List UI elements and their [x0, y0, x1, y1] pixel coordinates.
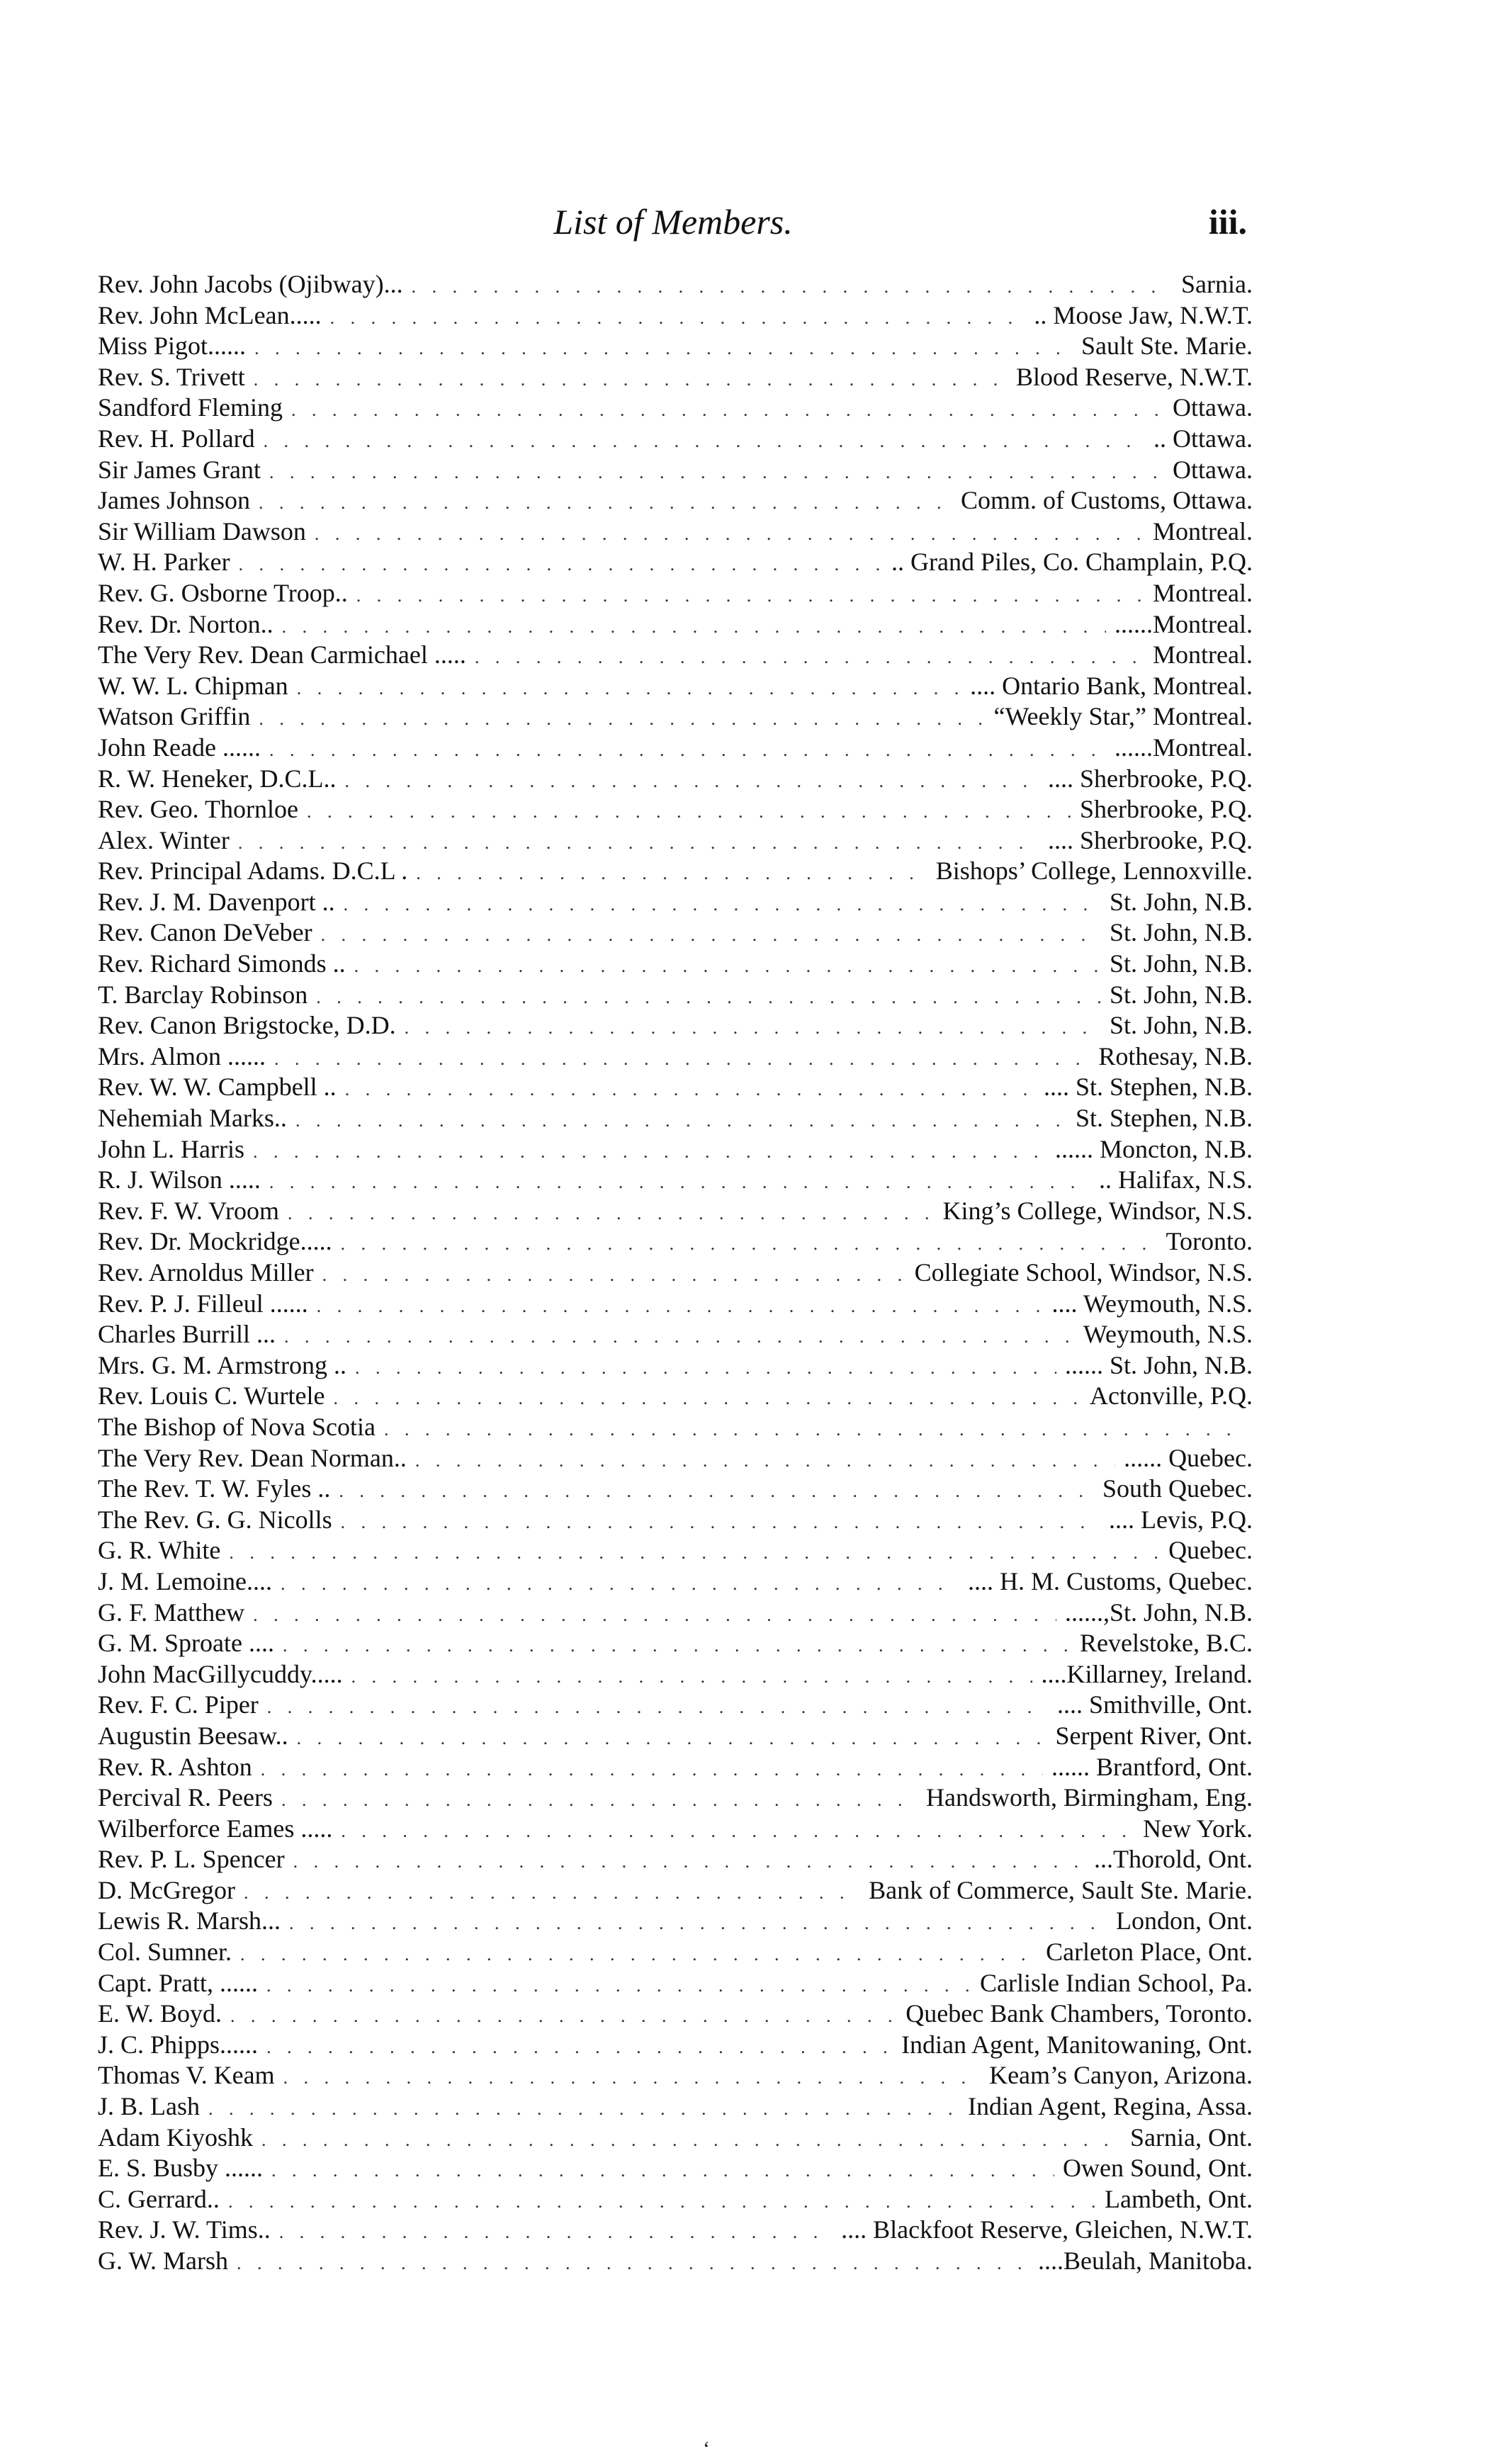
member-name: Rev. F. W. Vroom	[98, 1196, 279, 1225]
member-row	[98, 764, 1253, 795]
members-list	[98, 269, 1253, 2277]
member-place: Keam’s Canyon, Arizona.	[989, 2061, 1253, 2090]
member-name: Lewis R. Marsh...	[98, 1906, 281, 1935]
dot-leader	[344, 889, 1101, 920]
member-row	[98, 794, 1253, 825]
member-name: Mrs. G. M. Armstrong ..	[98, 1350, 347, 1379]
member-row	[98, 1258, 1253, 1289]
member-row	[98, 1628, 1253, 1659]
dot-leader	[307, 796, 1071, 827]
member-row	[98, 516, 1253, 548]
member-row	[98, 1289, 1253, 1320]
member-place: Montreal.	[1153, 640, 1253, 669]
member-row	[98, 1412, 1253, 1443]
member-place: ......Montreal.	[1115, 609, 1253, 638]
member-name: Rev. J. M. Davenport ..	[98, 887, 335, 916]
member-row	[98, 2153, 1253, 2184]
member-name: Rev. J. W. Tims..	[98, 2215, 271, 2244]
member-place: Serpent River, Ont.	[1055, 1721, 1253, 1750]
member-place: Bank of Commerce, Sault Ste. Marie.	[869, 1875, 1253, 1904]
member-name: Rev. Canon DeVeber	[98, 918, 312, 947]
member-place: .... St. Stephen, N.B.	[1043, 1073, 1253, 1102]
member-row	[98, 1535, 1253, 1566]
member-place: St. John, N.B.	[1109, 887, 1253, 916]
member-place: .. Ottawa.	[1153, 424, 1253, 453]
dot-leader	[321, 920, 1101, 951]
member-name: R. W. Heneker, D.C.L..	[98, 764, 337, 793]
member-row	[98, 1566, 1253, 1598]
dot-leader	[267, 1692, 1049, 1723]
member-place: ...... Quebec.	[1124, 1443, 1253, 1472]
member-place: Ottawa.	[1173, 455, 1253, 484]
member-name: Percival R. Peers	[98, 1783, 273, 1812]
dot-leader	[238, 827, 1039, 859]
printer-mark: ‘	[703, 2437, 710, 2460]
member-name: Rev. W. W. Campbell ..	[98, 1073, 337, 1102]
member-place: Owen Sound, Ont.	[1063, 2154, 1253, 2183]
member-name: Rev. R. Ashton	[98, 1752, 252, 1781]
member-place: .... Sherbrooke, P.Q.	[1048, 764, 1253, 793]
member-name: T. Barclay Robinson	[98, 980, 308, 1009]
member-place: Quebec.	[1168, 1536, 1253, 1565]
member-row	[98, 1782, 1253, 1814]
member-row	[98, 917, 1253, 949]
member-name: Rev. Dr. Mockridge.....	[98, 1227, 332, 1256]
member-place: King’s College, Windsor, N.S.	[942, 1196, 1253, 1225]
member-name: G. W. Marsh	[98, 2247, 229, 2275]
dot-leader	[330, 303, 1026, 334]
member-row	[98, 1659, 1253, 1690]
member-row	[98, 1072, 1253, 1103]
dot-leader	[266, 2032, 893, 2063]
dot-leader	[253, 1600, 1056, 1631]
member-row	[98, 1103, 1253, 1134]
member-name: Sir William Dawson	[98, 516, 306, 546]
dot-leader	[289, 1908, 1107, 1939]
dot-leader	[297, 673, 961, 704]
member-row	[98, 1721, 1253, 1752]
dot-leader	[269, 1167, 1090, 1198]
member-row	[98, 1319, 1253, 1350]
member-name: Rev. John Jacobs (Ojibway)...	[98, 270, 403, 298]
member-row	[98, 671, 1253, 702]
member-row	[98, 1505, 1253, 1536]
member-name: The Rev. T. W. Fyles ..	[98, 1474, 331, 1503]
member-name: Nehemiah Marks..	[98, 1104, 287, 1133]
member-row	[98, 825, 1253, 857]
member-place: Handsworth, Birmingham, Eng.	[926, 1783, 1253, 1812]
member-name: The Very Rev. Dean Norman..	[98, 1443, 407, 1472]
member-row	[98, 1196, 1253, 1227]
member-place: St. John, N.B.	[1109, 980, 1253, 1009]
member-name: Rev. F. C. Piper	[98, 1690, 259, 1719]
member-name: E. W. Boyd.	[98, 1999, 222, 2028]
member-place: Revelstoke, B.C.	[1080, 1629, 1253, 1658]
member-place: St. Stephen, N.B.	[1075, 1104, 1253, 1133]
member-name: John Reade ......	[98, 733, 261, 762]
member-place: ...... St. John, N.B.	[1064, 1350, 1253, 1379]
member-name: James Johnson	[98, 486, 250, 515]
dot-leader	[293, 1846, 1085, 1877]
dot-leader	[284, 1321, 1075, 1352]
member-place: Sherbrooke, P.Q.	[1080, 795, 1253, 824]
dot-leader	[341, 1507, 1100, 1538]
dot-leader	[259, 703, 985, 735]
dot-leader	[274, 1044, 1090, 1075]
member-row	[98, 2060, 1253, 2091]
dot-leader	[254, 333, 1073, 364]
member-row	[98, 1937, 1253, 1968]
member-place: ......Montreal.	[1115, 733, 1253, 762]
member-place: .. Halifax, N.S.	[1099, 1165, 1253, 1194]
member-row	[98, 887, 1253, 918]
member-row	[98, 1474, 1253, 1505]
member-name: John L. Harris	[98, 1134, 244, 1163]
member-row	[98, 269, 1253, 300]
member-row	[98, 1443, 1253, 1474]
member-row	[98, 1350, 1253, 1381]
member-name: Wilberforce Eames .....	[98, 1814, 333, 1843]
member-name: Charles Burrill ...	[98, 1320, 276, 1349]
member-place: ....Killarney, Ireland.	[1041, 1659, 1253, 1688]
dot-leader	[295, 1105, 1067, 1136]
member-row	[98, 455, 1253, 486]
dot-leader	[288, 1198, 935, 1229]
page-number: iii.	[1208, 202, 1247, 242]
member-name: W. W. L. Chipman	[98, 671, 288, 700]
dot-leader	[351, 1661, 1033, 1692]
member-name: E. S. Busby ......	[98, 2154, 264, 2183]
member-row	[98, 1226, 1253, 1258]
member-name: W. H. Parker	[98, 548, 230, 577]
member-place: St. John, N.B.	[1109, 949, 1253, 978]
member-row	[98, 1165, 1253, 1196]
member-place: Montreal.	[1153, 516, 1253, 546]
member-place: Toronto.	[1166, 1227, 1253, 1256]
dot-leader	[475, 642, 1144, 673]
dot-leader	[416, 858, 927, 889]
dot-leader	[254, 364, 1008, 395]
member-row	[98, 2184, 1253, 2215]
member-row	[98, 1598, 1253, 1629]
member-row	[98, 2030, 1253, 2061]
member-place: ...... Moncton, N.B.	[1055, 1134, 1253, 1163]
page-title: List of Members.	[553, 202, 793, 242]
dot-leader	[259, 487, 952, 519]
dot-leader	[356, 580, 1144, 611]
dot-leader	[412, 271, 1173, 303]
member-place: “Weekly Star,” Montreal.	[993, 702, 1253, 731]
member-name: Rev. Canon Brigstocke, D.D.	[98, 1011, 396, 1040]
member-name: Watson Griffin	[98, 702, 251, 731]
dot-leader	[269, 735, 1106, 766]
member-row	[98, 609, 1253, 640]
dot-leader	[339, 1476, 1094, 1507]
member-place: Bishops’ College, Lennoxville.	[935, 857, 1253, 886]
member-place: Collegiate School, Windsor, N.S.	[914, 1258, 1253, 1287]
member-name: Alex. Winter	[98, 825, 230, 854]
member-name: Rev. H. Pollard	[98, 424, 255, 453]
member-name: R. J. Wilson .....	[98, 1165, 261, 1194]
member-name: Rev. John McLean.....	[98, 300, 322, 329]
member-place: .... Sherbrooke, P.Q.	[1048, 825, 1253, 854]
member-place: St. John, N.B.	[1109, 918, 1253, 947]
member-name: Rev. P. J. Filleul ......	[98, 1289, 308, 1318]
member-row	[98, 1690, 1253, 1721]
dot-leader	[237, 2248, 1029, 2279]
member-name: Rev. Dr. Norton..	[98, 609, 273, 638]
dot-leader	[405, 1012, 1101, 1044]
dot-leader	[345, 1074, 1035, 1105]
member-place: .... Levis, P.Q.	[1108, 1505, 1253, 1534]
member-place: Actonville, P.Q.	[1090, 1381, 1253, 1411]
member-place: .... Weymouth, N.S.	[1051, 1289, 1253, 1318]
member-place: Sault Ste. Marie.	[1081, 332, 1253, 361]
dot-leader	[282, 611, 1106, 643]
dot-leader	[228, 2186, 1096, 2217]
member-name: Mrs. Almon ......	[98, 1041, 266, 1070]
member-row	[98, 1999, 1253, 2030]
dot-leader	[415, 1445, 1115, 1476]
member-name: G. F. Matthew	[98, 1598, 245, 1627]
member-name: Sir James Grant	[98, 455, 261, 484]
member-place: South Quebec.	[1102, 1474, 1253, 1503]
member-row	[98, 485, 1253, 516]
member-name: Adam Kiyoshk	[98, 2123, 253, 2152]
dot-leader	[240, 1939, 1037, 1970]
member-name: Rev. Principal Adams. D.C.L .	[98, 857, 408, 886]
member-row	[98, 733, 1253, 764]
dot-leader	[279, 2217, 833, 2248]
member-row	[98, 1752, 1253, 1783]
member-row	[98, 1906, 1253, 1937]
member-name: Capt. Pratt, ......	[98, 1968, 258, 1997]
dot-leader	[230, 2001, 897, 2032]
member-place: Indian Agent, Manitowaning, Ont.	[901, 2030, 1253, 2059]
member-name: Col. Sumner.	[98, 1938, 232, 1967]
member-place: Sarnia, Ont.	[1130, 2123, 1253, 2152]
member-row	[98, 1041, 1253, 1073]
member-place: New York.	[1142, 1814, 1253, 1843]
dot-leader	[266, 1970, 971, 2001]
dot-leader	[281, 1785, 918, 1816]
member-name: Rev. P. L. Spencer	[98, 1845, 285, 1874]
member-name: Thomas V. Keam	[98, 2061, 275, 2090]
dot-leader	[264, 426, 1145, 457]
member-row	[98, 547, 1253, 578]
member-name: Rev. Louis C. Wurtele	[98, 1381, 325, 1411]
member-name: Rev. G. Osborne Troop..	[98, 578, 348, 607]
member-name: The Very Rev. Dean Carmichael .....	[98, 640, 466, 669]
member-name: Rev. Arnoldus Miller	[98, 1258, 314, 1287]
dot-leader	[297, 1723, 1047, 1754]
dot-leader	[341, 1816, 1134, 1847]
member-row	[98, 1134, 1253, 1165]
dot-leader	[261, 2125, 1122, 2156]
member-name: J. C. Phipps......	[98, 2030, 259, 2059]
dot-leader	[208, 2093, 959, 2125]
member-row	[98, 701, 1253, 733]
member-place: .... Ontario Bank, Montreal.	[970, 671, 1253, 700]
dot-leader	[341, 1228, 1158, 1260]
member-place: Weymouth, N.S.	[1083, 1320, 1253, 1349]
member-place: Carleton Place, Ont.	[1046, 1938, 1253, 1967]
member-row	[98, 362, 1253, 393]
dot-leader	[253, 1136, 1046, 1168]
member-name: John MacGillycuddy.....	[98, 1659, 343, 1688]
dot-leader	[345, 766, 1040, 797]
dot-leader	[384, 1414, 1244, 1445]
member-row	[98, 980, 1253, 1011]
member-name: Sandford Fleming	[98, 393, 283, 422]
member-row	[98, 640, 1253, 671]
member-row	[98, 949, 1253, 980]
dot-leader	[334, 1383, 1081, 1414]
member-row	[98, 1844, 1253, 1875]
member-place: Blood Reserve, N.W.T.	[1016, 362, 1253, 391]
member-name: D. McGregor	[98, 1875, 235, 1904]
member-name: Rev. S. Trivett	[98, 362, 245, 391]
member-row	[98, 2246, 1253, 2277]
member-row	[98, 331, 1253, 362]
member-place: Ottawa.	[1173, 393, 1253, 422]
member-place: .. Moose Jaw, N.W.T.	[1034, 300, 1253, 329]
member-place: Rothesay, N.B.	[1098, 1041, 1253, 1070]
member-row	[98, 2123, 1253, 2154]
member-name: Rev. Geo. Thornloe	[98, 795, 298, 824]
member-name: J. B. Lash	[98, 2092, 200, 2121]
member-place: ...Thorold, Ont.	[1094, 1845, 1253, 1874]
member-row	[98, 578, 1253, 609]
member-place: .. Grand Piles, Co. Champlain, P.Q.	[891, 548, 1253, 577]
member-row	[98, 856, 1253, 887]
member-place: Lambeth, Ont.	[1105, 2184, 1253, 2213]
member-name: Miss Pigot......	[98, 332, 247, 361]
member-name: Rev. Richard Simonds ..	[98, 949, 346, 978]
member-name: G. M. Sproate ....	[98, 1629, 274, 1658]
member-name: C. Gerrard..	[98, 2184, 220, 2213]
member-row	[98, 300, 1253, 332]
member-place: Quebec Bank Chambers, Toronto.	[906, 1999, 1253, 2028]
dot-leader	[316, 982, 1101, 1013]
member-row	[98, 1381, 1253, 1412]
member-place: Sarnia.	[1181, 270, 1253, 298]
member-row	[98, 1010, 1253, 1041]
member-place: .... Smithville, Ont.	[1056, 1690, 1253, 1719]
member-name: The Bishop of Nova Scotia	[98, 1412, 376, 1441]
dot-leader	[355, 1352, 1056, 1384]
dot-leader	[239, 549, 883, 580]
member-row	[98, 2215, 1253, 2246]
member-place: London, Ont.	[1116, 1906, 1253, 1935]
member-row	[98, 392, 1253, 424]
dot-leader	[354, 951, 1101, 982]
member-place: St. John, N.B.	[1109, 1011, 1253, 1040]
dot-leader	[269, 457, 1164, 488]
member-row	[98, 1875, 1253, 1906]
dot-leader	[283, 2062, 981, 2093]
dot-leader	[244, 1877, 860, 1909]
member-name: J. M. Lemoine....	[98, 1566, 272, 1595]
dot-leader	[322, 1260, 906, 1291]
member-row	[98, 1814, 1253, 1845]
dot-leader	[281, 1569, 959, 1600]
dot-leader	[317, 1291, 1044, 1322]
member-place: .... H. M. Customs, Quebec.	[968, 1566, 1253, 1595]
member-place: Montreal.	[1153, 578, 1253, 607]
member-place: Comm. of Customs, Ottawa.	[961, 486, 1253, 515]
dot-leader	[271, 2155, 1054, 2186]
dot-leader	[261, 1754, 1043, 1785]
member-row	[98, 424, 1253, 455]
member-place: Indian Agent, Regina, Assa.	[968, 2092, 1253, 2121]
dot-leader	[229, 1537, 1160, 1569]
member-place: ....Beulah, Manitoba.	[1038, 2247, 1253, 2275]
member-place: ......,St. John, N.B.	[1064, 1598, 1253, 1627]
member-name: The Rev. G. G. Nicolls	[98, 1505, 332, 1534]
dot-leader	[315, 519, 1144, 550]
dot-leader	[291, 395, 1164, 426]
running-head	[99, 197, 1247, 247]
member-place: .... Blackfoot Reserve, Gleichen, N.W.T.	[841, 2215, 1253, 2244]
member-name: G. R. White	[98, 1536, 221, 1565]
member-place: Carlisle Indian School, Pa.	[980, 1968, 1253, 1997]
member-row	[98, 1968, 1253, 1999]
member-row	[98, 2091, 1253, 2123]
member-place: ...... Brantford, Ont.	[1051, 1752, 1253, 1781]
dot-leader	[283, 1630, 1071, 1661]
member-name: Augustin Beesaw..	[98, 1721, 288, 1750]
